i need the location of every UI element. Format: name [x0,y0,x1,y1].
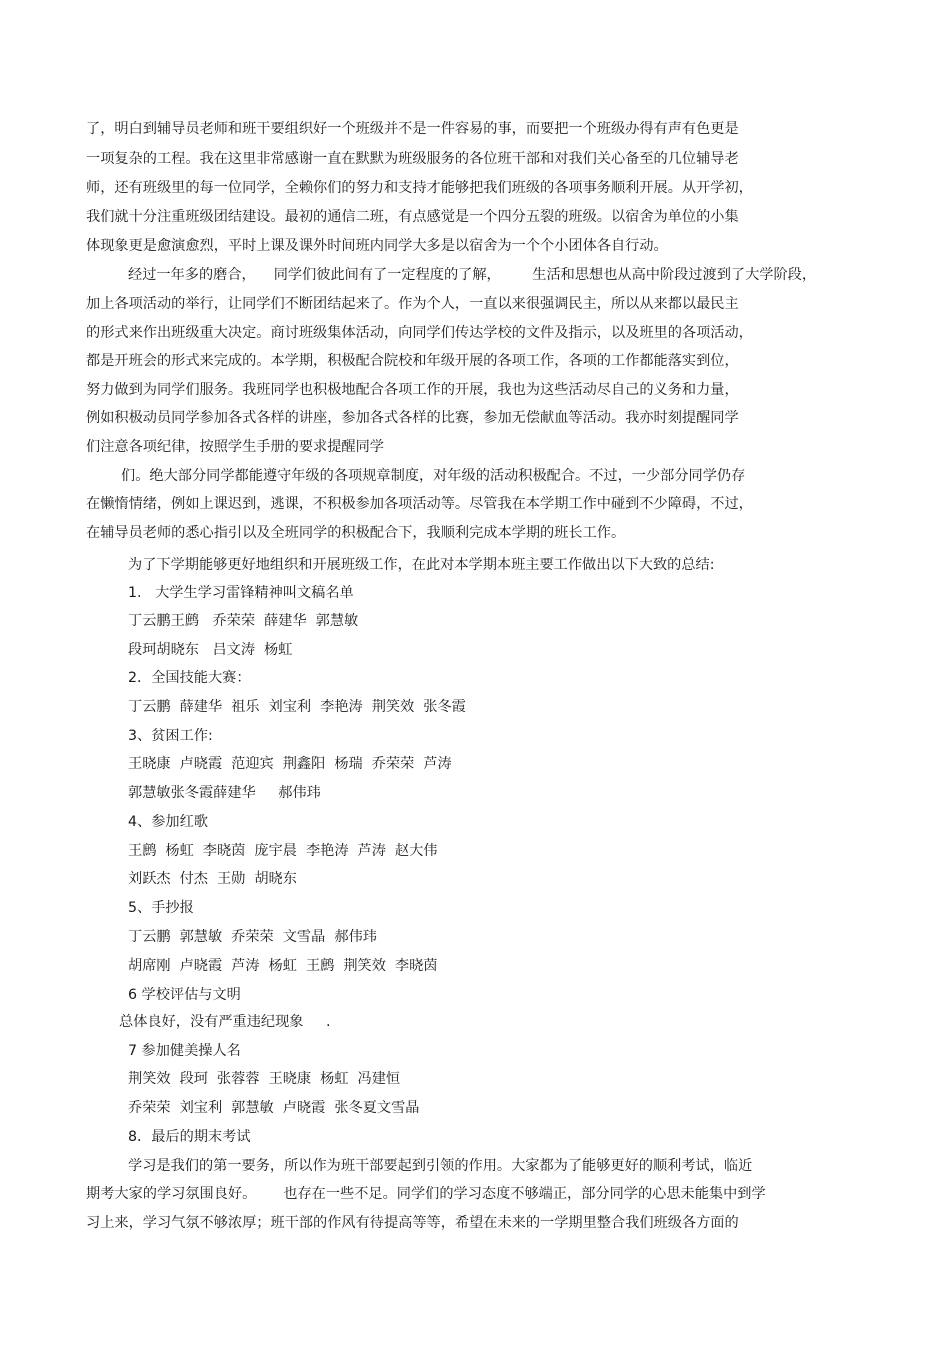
text-line: 例如积极动员同学参加各式各样的讲座，参加各式各样的比赛，参加无偿献血等活动。我亦时刻提醒同学 [86,410,739,426]
text-line: 都是开班会的形式来完成的。本学期，积极配合院校和年级开展的各项工作，各项的工作都能落实到位， [86,353,739,369]
name-list-line: 王鹧 杨虹 李晓茵 庞宇晨 李艳涛 芦涛 赵大伟 [128,843,438,859]
section-heading: 3、贫困工作: [128,728,213,744]
name-list-line: 丁云鹏 郭慧敏 乔荣荣 文雪晶 郝伟玮 [128,929,377,945]
name-list-line: 丁云鹏王鹧 乔荣荣 薛建华 郭慧敏 [128,613,359,629]
text-line: 学习是我们的第一要务，所以作为班干部要起到引领的作用。大家都为了能够更好的顺利考试，临近 [128,1158,753,1174]
text-line: 总体良好，没有严重违纪现象 . [119,1014,331,1030]
text-line: 在懒惰情绪，例如上课迟到，逃课，不积极参加各项活动等。尽管我在本学期工作中碰到不少障碍，不过， [86,496,753,512]
text-line: 努力做到为同学们服务。我班同学也积极地配合各项工作的开展，我也为这些活动尽自己的义务和力量， [86,382,739,398]
text-line: 一项复杂的工程。我在这里非常感谢一直在默默为班级服务的各位班干部和对我们关心备至的几位辅导老 [86,151,739,167]
text-line: 期考大家的学习氛围良好。 也存在一些不足。同学们的学习态度不够端正，部分同学的心思未能集中到学 [86,1186,766,1202]
text-line: 们。绝大部分同学都能遵守年级的各项规章制度，对年级的活动积极配合。不过，一少部分同学仍存 [121,468,746,484]
name-list-line: 胡席刚 卢晓霞 芦涛 杨虹 王鹧 荆笑效 李晓茵 [128,958,438,974]
section-heading: 6 学校评估与文明 [128,987,241,1003]
name-list-line: 丁云鹏 薛建华 祖乐 刘宝利 李艳涛 荆笑效 张冬霞 [128,699,466,715]
name-list-line: 乔荣荣 刘宝利 郭慧敏 卢晓霞 张冬夏文雪晶 [128,1100,420,1116]
name-list-line: 荆笑效 段珂 张蓉蓉 王晓康 杨虹 冯建恒 [128,1071,401,1087]
text-line: 为了下学期能够更好地组织和开展班级工作，在此对本学期本班主要工作做出以下大致的总结: [128,557,715,573]
text-line: 经过一年多的磨合， 同学们彼此间有了一定程度的了解， 生活和思想也从高中阶段过渡到了大学阶段， [128,267,817,283]
text-line: 的形式来作出班级重大决定。商讨班级集体活动，向同学们传达学校的文件及指示，以及班里的各项活动， [86,325,753,341]
section-heading: 2．全国技能大赛： [128,670,251,686]
text-line: 加上各项活动的举行，让同学们不断团结起来了。作为个人，一直以来很强调民主，所以从来都以最民主 [86,296,739,312]
name-list-line: 刘跃杰 付杰 王勋 胡晓东 [128,871,297,887]
section-heading: 5、手抄报 [128,900,194,916]
text-line: 在辅导员老师的悉心指引以及全班同学的积极配合下，我顺利完成本学期的班长工作。 [86,525,626,541]
section-heading: 7 参加健美操人名 [128,1043,241,1059]
text-line: 了，明白到辅导员老师和班干要组织好一个班级并不是一件容易的事，而要把一个班级办得有声有色更是 [86,121,739,137]
text-line: 体现象更是愈演愈烈，平时上课及课外时间班内同学大多是以宿舍为一个个小团体各自行动。 [86,238,668,254]
name-list-line: 段珂胡晓东 吕文涛 杨虹 [128,642,293,658]
text-line: 们注意各项纪律，按照学生手册的要求提醒同学 [86,439,384,455]
text-line: 我们就十分注重班级团结建设。最初的通信二班，有点感觉是一个四分五裂的班级。以宿舍为单位的小集 [86,209,739,225]
section-heading: 8．最后的期末考试 [128,1129,251,1145]
name-list-line: 郭慧敏张冬霞薛建华 郝伟玮 [128,785,321,801]
text-line: 习上来，学习气氛不够浓厚；班干部的作风有待提高等等，希望在未来的一学期里整合我们班级各方面的 [86,1215,739,1231]
text-line: 师，还有班级里的每一位同学，全赖你们的努力和支持才能够把我们班级的各项事务顺利开展。从开学初， [86,180,753,196]
section-heading: 4、参加红歌 [128,814,208,830]
section-heading: 1. 大学生学习雷锋精神叫文稿名单 [128,585,354,601]
name-list-line: 王晓康 卢晓霞 范迎宾 荆鑫阳 杨瑞 乔荣荣 芦涛 [128,756,452,772]
